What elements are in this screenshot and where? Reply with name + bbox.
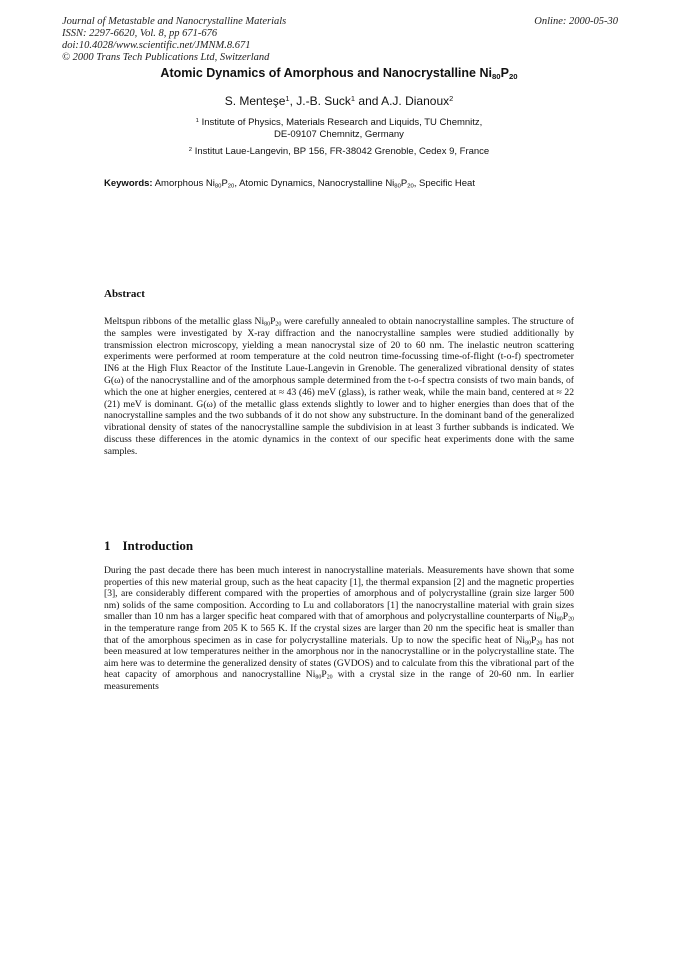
authors: S. Menteşe$^1$, J.-B. Suck$^1$ and A.J. Dianoux$^2$ xyxy=(224,93,454,108)
author-1: S. Menteşe xyxy=(224,94,286,108)
journal-header xyxy=(62,16,618,64)
affiliation-1: $^1$ Institute of Physics, Materials Research and Liquids, TU Chemnitz, DE-09107 Chemnitz, Germany xyxy=(195,117,483,140)
abstract-heading: Abstract xyxy=(104,288,145,300)
online-date: Online: 2000-05-30 xyxy=(534,16,618,27)
author-3: A.J. Dianoux xyxy=(381,94,450,108)
author-2: J.-B. Suck xyxy=(296,94,351,108)
keywords-label: Keywords: xyxy=(104,178,153,189)
affiliation-2: $^2$ Institut Laue-Langevin, BP 156, FR-38042 Grenoble, Cedex 9, France xyxy=(188,146,490,157)
section-number: 1 xyxy=(104,538,111,553)
section-title: Introduction xyxy=(122,538,194,553)
journal-copyright: © 2000 Trans Tech Publications Ltd, Switzerland xyxy=(62,52,270,63)
abstract-text: Meltspun ribbons of the metallic glass $Ni_{80}P_{20}$ were carefully annealed to obtain nanocrystalline samples. The structure of the samples were investigated by X-ray diffraction and the nanocrystalline samples were studied additionally by transmission electron microscopy, yielding a mean nanocrystal size of 20 to 60 nm. The inelastic neutron scattering experiments were performed at room temperature at the cold neutron time-focussing time-of-flight (t-o-f) spectrometer IN6 at the High Flux Reactor of the Institute Laue-Langevin in Grenoble. The generalized vibrational density of states G(ω) of the nanocrystalline and of the amorphous sample determined from the t-o-f spectra consists of two main bands, of which the one at higher energies, centered at ≈ 43 (46) meV (glass), is rather weak, while the main band, centered at ≈ 22 (21) meV is dominant. G(ω) of the metallic glass extends slightly to lower and to higher energies than does that of the nanocrystalline samples and the two subbands of it do not show any substructure. In the dominant band of the generalized vibrational density of states of the nanocrystalline sample the subdivision in at least 3 further subbands is indicated. We discuss these differences in the atomic dynamics in the context of our specific heat experiments done with the same samples. xyxy=(104,316,574,457)
journal-doi: doi:10.4028/www.scientific.net/JMNM.8.671 xyxy=(62,40,251,51)
section-heading-introduction xyxy=(104,538,193,554)
introduction-text: During the past decade there has been much interest in nanocrystalline materials. Measurements have shown that some properties of this new material group, such as the heat capacity [1], the thermal expansion [2] and the magnetic properties [3], are considerably different compared with the properties of amorphous and of polycrystalline (grain size larger 500 nm) solids of the same composition. According to Lu and collaborators [1] the nanocrystalline material with grain sizes smaller than 10 nm has a larger specific heat compared with that of amorphous and polycrystalline counterparts of $Ni_{80}P_{20}$ in the temperature range from 205 K to 565 K. If the crystal sizes are larger than 20 nm the specific heat is smaller than that of the amorphous specimen as in case for polycrystalline materials. Up to now the specific heat of $Ni_{80}P_{20}$ has not been measured at low temperatures neither in the amorphous nor in the nanocrystalline or in the polycrystalline state. The aim here was to determine the generalized density of states (GVDOS) and to calculate from this the vibrational part of the heat capacity of amorphous and nanocrystalline $Ni_{80}P_{20}$ with a crystal size in the range of 20-60 nm. In earlier measurements xyxy=(104,565,574,692)
paper-title: Atomic Dynamics of Amorphous and Nanocrystalline $Ni_{80}P_{20}$ xyxy=(160,66,518,81)
keywords: Keywords: Amorphous $Ni_{80}P_{20}$, Atomic Dynamics, Nanocrystalline $Ni_{80}P_{20}$, Specific Heat xyxy=(104,178,475,190)
journal-name: Journal of Metastable and Nanocrystalline Materials xyxy=(62,16,287,27)
journal-issn: ISSN: 2297-6620, Vol. 8, pp 671-676 xyxy=(62,28,218,39)
